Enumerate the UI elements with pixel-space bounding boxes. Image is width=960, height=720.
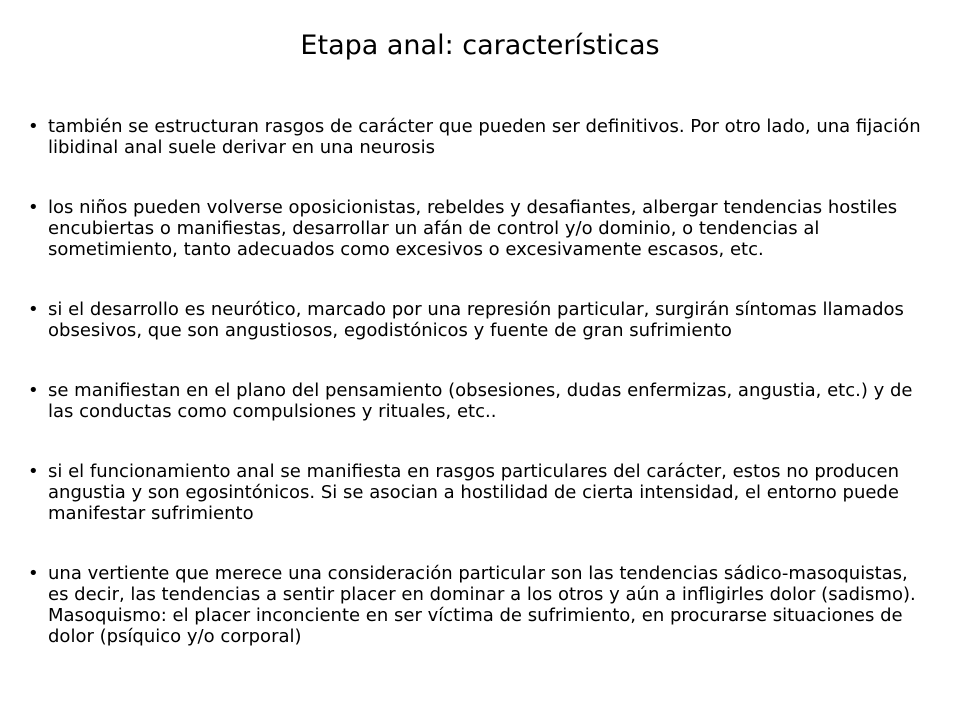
bullet-item <box>28 380 928 422</box>
bullet-item <box>28 299 928 341</box>
bullet-list <box>28 116 928 647</box>
bullet-text: también se estructuran rasgos de carácter que pueden ser definitivos. Por otro lado, una fijación libidinal anal suele derivar en una neurosis <box>48 116 921 158</box>
bullet-dot-icon: • <box>28 461 39 482</box>
bullet-item <box>28 461 928 524</box>
bullet-dot-icon: • <box>28 380 39 401</box>
bullet-dot-icon: • <box>28 563 39 584</box>
bullet-item <box>28 197 928 260</box>
bullet-dot-icon: • <box>28 197 39 218</box>
bullet-text: si el desarrollo es neurótico, marcado por una represión particular, surgirán síntomas llamados obsesivos, que son angustiosos, egodistónicos y fuente de gran sufrimiento <box>48 299 904 341</box>
bullet-item <box>28 116 928 158</box>
bullet-text: una vertiente que merece una consideración particular son las tendencias sádico-masoquistas, es decir, las tendencias a sentir placer en dominar a los otros y aún a infligirles dolor (sadismo). Masoquismo: el placer inconciente en ser víctima de sufrimiento, en procurarse situaciones de dolor (psíquico y/o corporal) <box>48 563 916 647</box>
bullet-dot-icon: • <box>28 116 39 137</box>
bullet-text: los niños pueden volverse oposicionistas, rebeldes y desafiantes, albergar tendencias hostiles encubiertas o manifiestas, desarrollar un afán de control y/o dominio, o tendencias al sometimiento, tanto adecuados como excesivos o excesivamente escasos, etc. <box>48 197 898 260</box>
bullet-text: si el funcionamiento anal se manifiesta en rasgos particulares del carácter, estos no producen angustia y son egosintónicos. Si se asocian a hostilidad de cierta intensidad, el entorno puede manifestar sufrimiento <box>48 461 900 524</box>
bullet-text: se manifiestan en el plano del pensamiento (obsesiones, dudas enfermizas, angustia, etc.) y de las conductas como compulsiones y rituales, etc.. <box>48 380 913 422</box>
bullet-dot-icon: • <box>28 299 39 320</box>
bullet-item <box>28 563 928 647</box>
slide-title: Etapa anal: características <box>300 30 660 61</box>
